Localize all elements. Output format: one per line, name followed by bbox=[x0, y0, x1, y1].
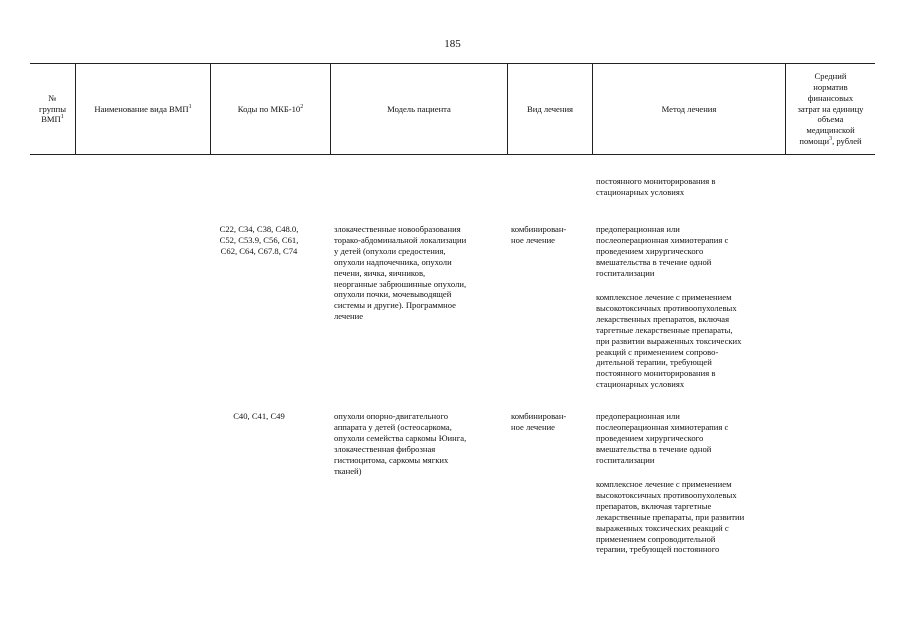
header-vmp-name: Наименование вида ВМП$^1$ bbox=[94, 103, 192, 114]
page-number: 185 bbox=[444, 38, 461, 50]
icd-codes-musculoskeletal: C40, C41, C49 bbox=[233, 411, 285, 421]
method-complex-treatment: комплексное лечение с применением высокотоксичных противоопухолевых препаратов, включая таргетные лекарственные препараты, при развитии выраженных токсических реакций с применением сопроводительной терапии, требующей постоянного bbox=[596, 479, 745, 555]
header-group-number: № группы ВМП$^1$ bbox=[39, 92, 66, 125]
method-pre-post-chemotherapy: предоперационная или послеоперационная химиотерапия с проведением хирургического вмешательства в течение одной госпитализации bbox=[596, 224, 729, 278]
patient-model-musculoskeletal: опухоли опорно-двигательного аппарата у детей (остеосаркома, опухоли семейства саркомы Юинга, злокачественная фиброзная гистиоцитома, саркомы мягких тканей) bbox=[334, 411, 467, 476]
method-pre-post-chemotherapy: предоперационная или послеоперационная химиотерапия с проведением хирургического вмешательства в течение одной госпитализации bbox=[596, 411, 729, 465]
method-complex-treatment: комплексное лечение с применением высокотоксичных противоопухолевых лекарственных препаратов, включая таргетные лекарственные препараты, при развитии выраженных токсических реакций с применением сопрово- дительной терапии, требующей постоянного мониторирования в стационарных условиях bbox=[596, 292, 742, 390]
table-header bbox=[30, 63, 875, 155]
header-icd-codes: Коды по МКБ-$10^2$ bbox=[237, 103, 304, 114]
patient-model-thoraco-abdominal: злокачественные новообразования торако-абдоминальной локализации у детей (опухоли средостения, опухоли надпочечника, опухоли печени, яичка, яичников, неорганные забрюшинные опухоли, опухоли почки, мочевыводящей системы и другие). Программное лечение bbox=[334, 224, 467, 322]
icd-codes-thoraco-abdominal: C22, C34, C38, C48.0, C52, C53.9, C56, C61, C62, C64, C67.8, C74 bbox=[219, 224, 299, 256]
method-continuation: постоянного мониторирования в стационарных условиях bbox=[596, 176, 716, 197]
header-cost-standard: Средний норматив финансовых затрат на единицу объема медицинской помощи$^3$, рублей bbox=[797, 71, 864, 146]
treatment-type-combined: комбинирован- ное лечение bbox=[511, 411, 567, 432]
header-treatment-method: Метод лечения bbox=[661, 103, 717, 114]
treatment-type-combined: комбинирован- ное лечение bbox=[511, 224, 567, 245]
header-treatment-type: Вид лечения bbox=[526, 103, 574, 114]
header-patient-model: Модель пациента bbox=[387, 103, 451, 114]
